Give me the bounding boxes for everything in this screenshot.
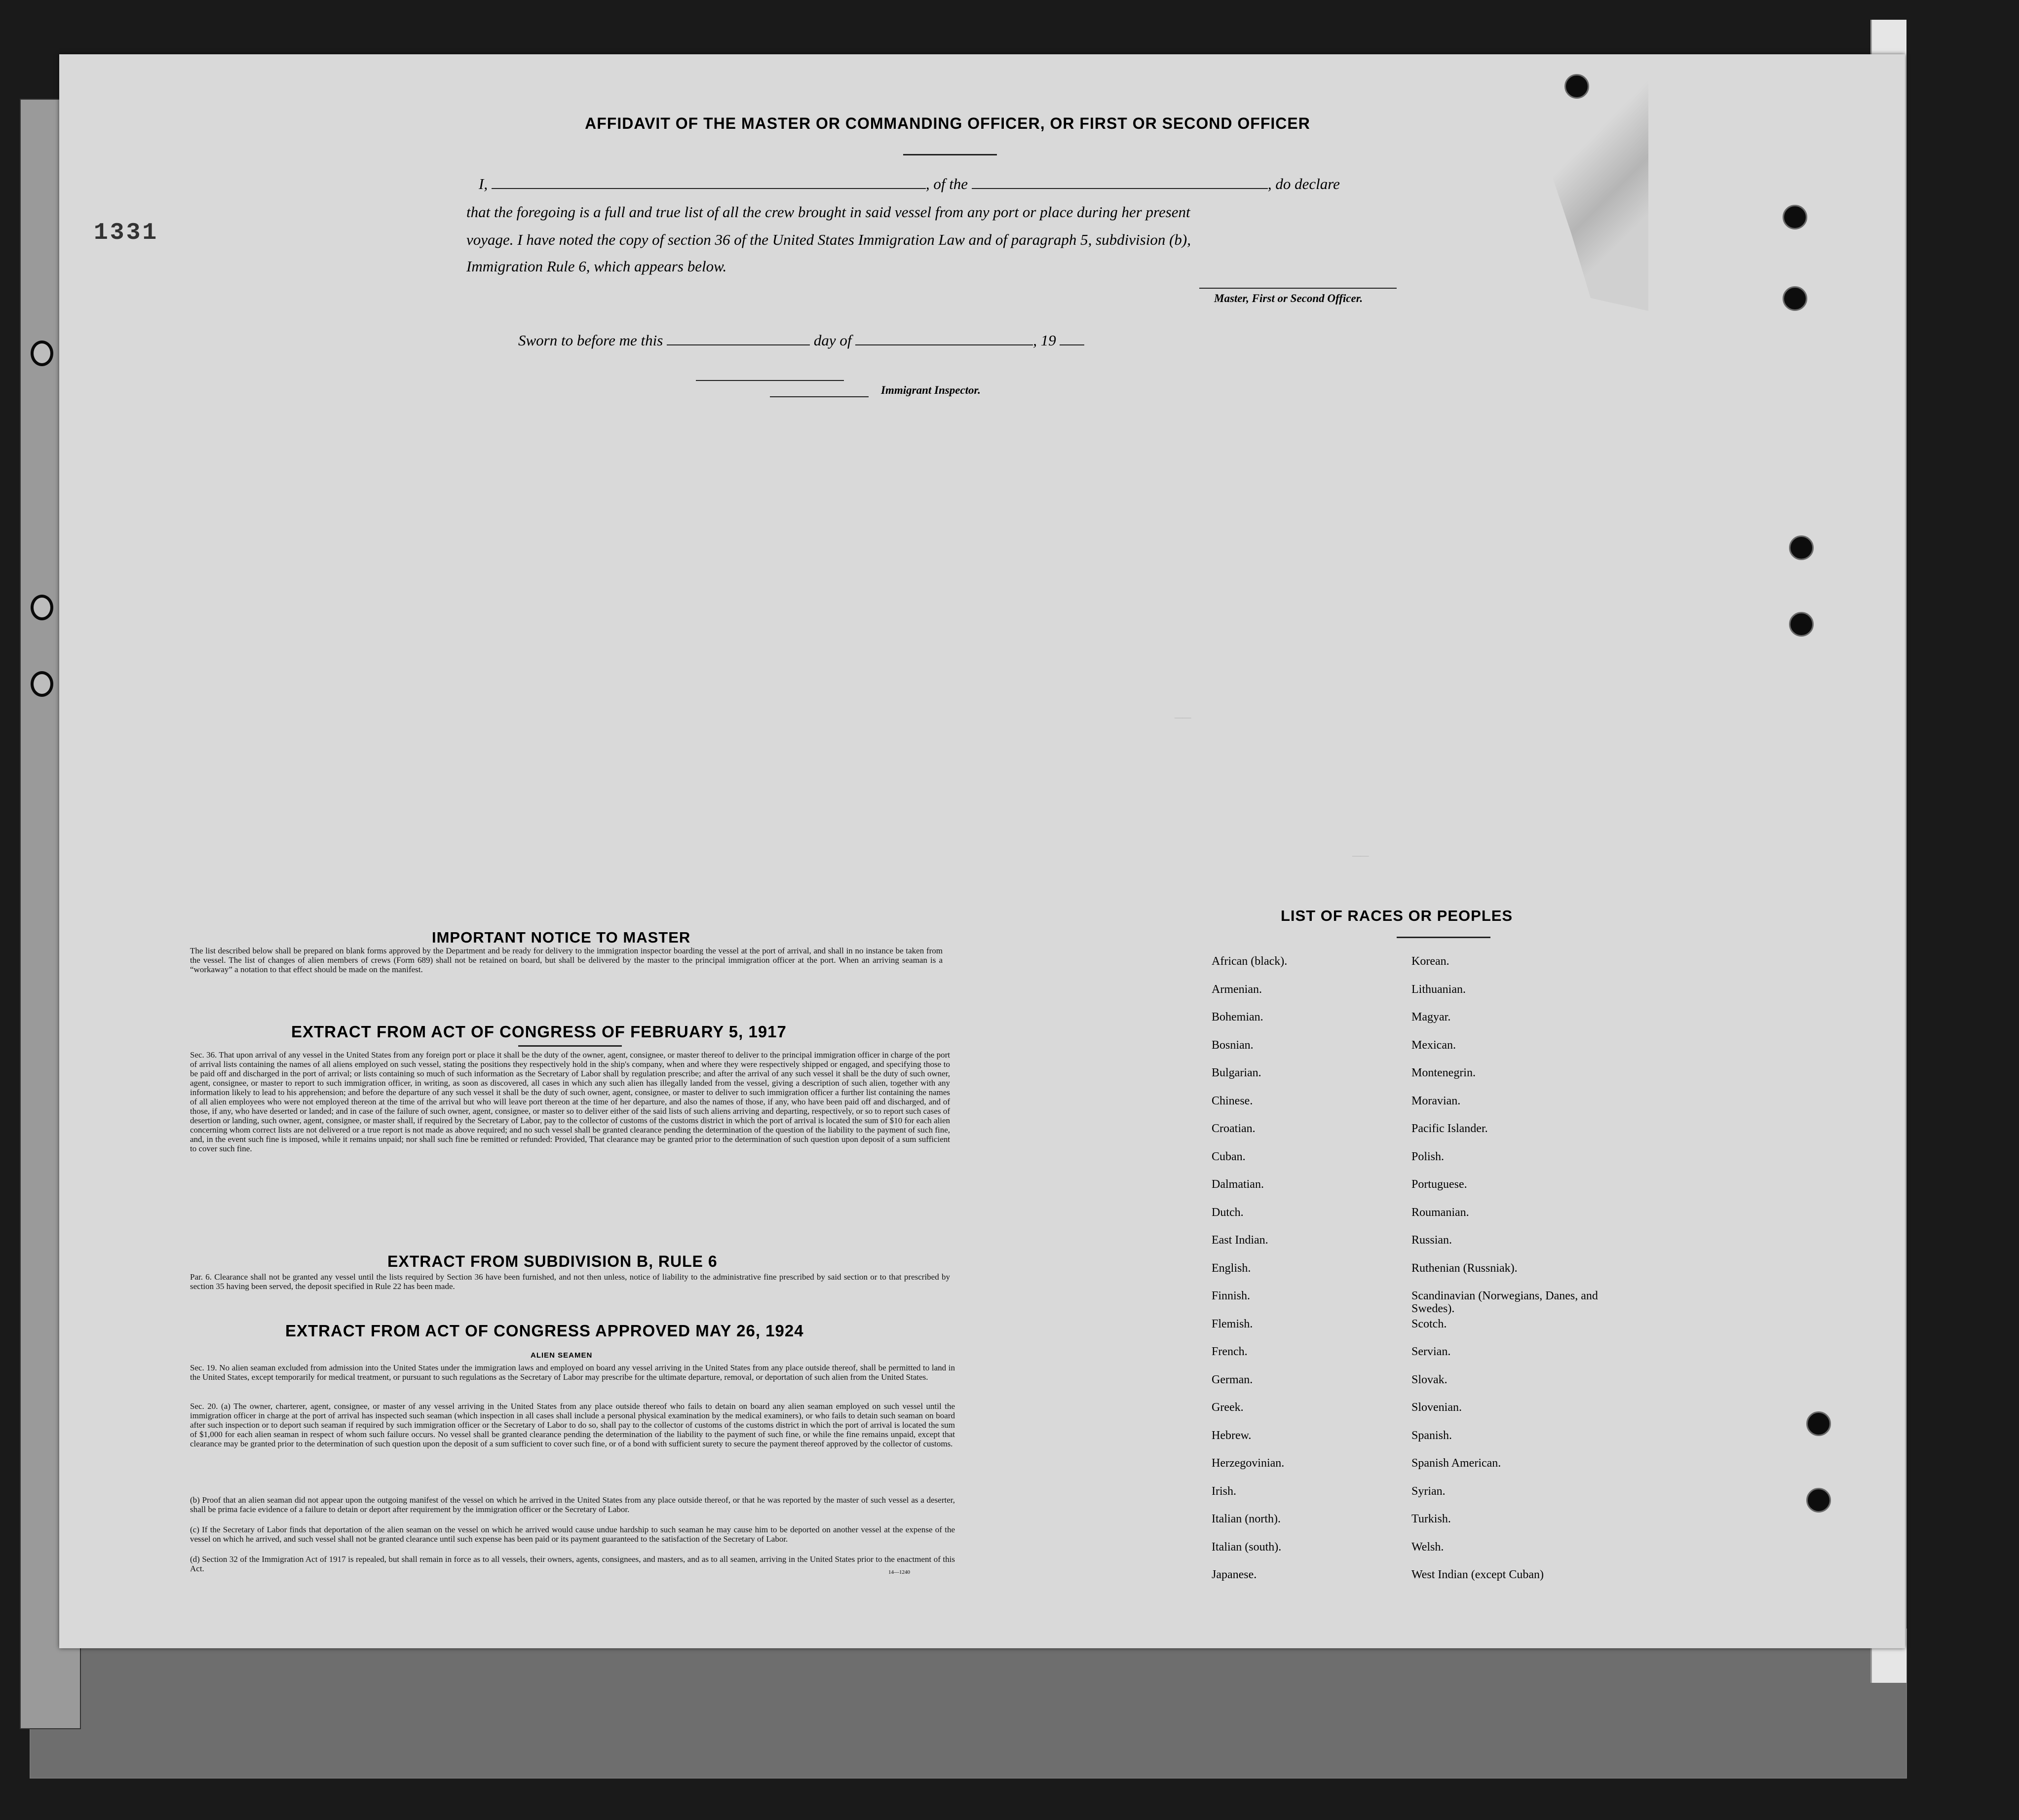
race-item: Spanish. — [1411, 1429, 1452, 1442]
race-item: Dutch. — [1212, 1206, 1244, 1219]
act-1924-sec-20a: Sec. 20. (a) The owner, charterer, agent, consignee, or master of any vessel arriving in the United States from any place outside thereof who fails to detain on board any alien seaman employed on such vessel until the immigration officer in charge at the port of arrival has inspected such seaman (which inspection in all cases shall include a personal physical examination by the medical examiners), or who fails to detain such seaman on board after such inspection or to deport such seaman if required by such immigration officer or the Secretary of Labor to do so, shall pay to the collector of customs of the customs district in which the port of arrival is located the sum of $1,000 for each alien seaman in respect of whom such failure occurs. No vessel shall be granted clearance pending the determination of the liability to the payment of such fine, or while the fine remains unpaid, except that clearance may be granted prior to the determination of such question upon the deposit of a sum sufficient to cover such fine, or of a bond with sufficient surety to secure the payment thereof approved by the collector of customs. — [190, 1402, 955, 1448]
race-item: Servian. — [1411, 1345, 1451, 1358]
notice-text: The list described below shall be prepared on blank forms approved by the Department and be ready for delivery to the immigration inspector boarding the vessel at the port of arrival, and shall in no instance be taken from the vessel. The list of changes of alien members of crews (Form 689) shall not be retained on board, but shall be delivered by the master to the principal immigration officer at the port. When an arriving seaman is a “workaway” a notation to that effect should be made on the manifest. — [190, 946, 943, 974]
race-item: Dalmatian. — [1212, 1178, 1264, 1191]
punch-hole — [1783, 205, 1807, 229]
form-number: 14—1240 — [888, 1569, 910, 1575]
rule-6-title: EXTRACT FROM SUBDIVISION B, RULE 6 — [387, 1252, 718, 1270]
act-1917-rule — [518, 1045, 622, 1047]
race-item: Armenian. — [1212, 983, 1262, 996]
race-item: Hebrew. — [1212, 1429, 1252, 1442]
act-1924-sec-20b: (b) Proof that an alien seaman did not appear upon the outgoing manifest of the vessel on which he arrived in the United States from any place outside thereof, or that he was reported by the master of such vessel as a deserter, shall be prima facie evidence of a failure to detain or deport after requirement by the immigration officer or the Secretary of Labor. — [190, 1495, 955, 1514]
bleed-through-mark: —— — [1175, 711, 1191, 726]
race-item: French. — [1212, 1345, 1248, 1358]
race-item: Moravian. — [1411, 1094, 1461, 1107]
year-label: , 19 — [1033, 332, 1056, 349]
notice-title: IMPORTANT NOTICE TO MASTER — [432, 929, 691, 946]
race-item: Scotch. — [1411, 1317, 1447, 1330]
punch-hole — [1806, 1488, 1831, 1513]
title-rule — [903, 154, 997, 155]
race-item: Slovenian. — [1411, 1401, 1462, 1414]
race-item: Croatian. — [1212, 1122, 1256, 1135]
inspector-signature-line-short[interactable] — [770, 396, 869, 397]
race-item: Chinese. — [1212, 1094, 1253, 1107]
punch-hole — [31, 341, 53, 366]
races-title-rule — [1397, 937, 1490, 938]
race-item: Bohemian. — [1212, 1011, 1263, 1024]
punch-hole — [1806, 1411, 1831, 1436]
affidavit-line-4: Immigration Rule 6, which appears below. — [466, 258, 727, 275]
race-item: Bulgarian. — [1212, 1066, 1261, 1079]
do-declare-label: , do declare — [1267, 175, 1340, 192]
i-label: I, — [479, 175, 488, 192]
race-item: Portuguese. — [1411, 1178, 1467, 1191]
rule-6-text: Par. 6. Clearance shall not be granted any vessel until the lists required by Section 36 have been furnished, and not then unless, notice of liability to the administrative fine prescribed by said section or to that prescribed by section 35 having been served, the deposit specified in Rule 22 has been made. — [190, 1272, 950, 1291]
act-1924-sec-19: Sec. 19. No alien seaman excluded from admission into the United States under the immigration laws and employed on board any vessel arriving in the United States from any place outside thereof, shall be permitted to land in the United States, except temporarily for medical treatment, or pursuant to such regulations as the Secretary of Labor may prescribe for the ultimate departure, removal, or deportation of such alien from the United States. — [190, 1363, 955, 1382]
sworn-year-field[interactable] — [1060, 332, 1084, 345]
punch-hole — [31, 671, 53, 697]
race-item: Scandinavian (Norwegians, Danes, and Swedes). — [1411, 1289, 1598, 1315]
affidavit-line-3: voyage. I have noted the copy of section 36 of the United States Immigration Law and of paragraph 5, subdivision (b), — [466, 231, 1191, 248]
sworn-line — [518, 332, 1084, 349]
race-item: Roumanian. — [1411, 1206, 1469, 1219]
bleed-through-mark: —— — [1352, 849, 1369, 864]
race-item: Polish. — [1411, 1150, 1445, 1163]
master-signature-label: Master, First or Second Officer. — [1214, 292, 1363, 304]
day-of-label: day of — [813, 332, 852, 349]
race-item: Spanish American. — [1411, 1457, 1501, 1470]
race-item: Cuban. — [1212, 1150, 1246, 1163]
race-item: African (black). — [1212, 955, 1288, 968]
race-item: Turkish. — [1411, 1513, 1451, 1525]
race-item: Russian. — [1411, 1234, 1452, 1247]
officer-name-field[interactable] — [492, 175, 926, 189]
race-item: Slovak. — [1411, 1373, 1448, 1386]
affidavit-title: AFFIDAVIT OF THE MASTER OR COMMANDING OFFICER, OR FIRST OR SECOND OFFICER — [585, 114, 1310, 132]
race-item: Irish. — [1212, 1484, 1236, 1498]
affidavit-line-2: that the foregoing is a full and true list of all the crew brought in said vessel from any port or place during her present — [466, 203, 1190, 221]
race-item: Welsh. — [1411, 1540, 1444, 1554]
race-item: Italian (north). — [1212, 1513, 1281, 1525]
act-1917-title: EXTRACT FROM ACT OF CONGRESS OF FEBRUARY 5, 1917 — [291, 1023, 787, 1041]
act-1917-text: Sec. 36. That upon arrival of any vessel in the United States from any foreign port or place it shall be the duty of the owner, agent, consignee, or master thereof to deliver to the principal immigration officer in charge of the port of arrival lists containing the names of all aliens employed on such vessel, stating the positions they respectively hold in the ship's company, when and where they were respectively shipped or engaged, and specifying those to be paid off and discharged in the port of arrival; or lists containing so much of such information as the Secretary of Labor shall by regulation prescribe; and after the arrival of any such vessel it shall be the duty of such owner, agent, consignee, or master to report to such immigration officer, in writing, as soon as discovered, all cases in which any such alien has illegally landed from the vessel, giving a description of such alien, together with any information likely to lead to his apprehension; and before the departure of any such vessel it shall be the duty of such owner, agent, consignee, or master to deliver to such immigration officer a further list containing the names of all alien employees who were not employed thereon at the time of the arrival but who will leave port thereon at the time of her departure, and also the names of those, if any, who have been paid off and discharged, and of those, if any, who have deserted or landed; and in case of the failure of such owner, agent, consignee, or master so to deliver either of the said lists of such aliens arriving and departing, respectively, or so to report such cases of desertion or landing, such owner, agent, consignee, or master shall, if required by the Secretary of Labor, pay to the collector of customs of the customs district in which the port of arrival is located the sum of $10 for each alien concerning whom correct lists are not delivered or a true report is not made as above required; and no such vessel shall be granted clearance pending the determination of the question of the liability to the payment of such fine, and, in the event such fine is imposed, while it remains unpaid; nor shall such fine be remitted or refunded: Provided, That clearance may be granted prior to the determination of such question upon deposit of a sum sufficient to cover such fine. — [190, 1050, 950, 1153]
act-1924-sec-20c: (c) If the Secretary of Labor finds that deportation of the alien seaman on the vessel on which he arrived would cause undue hardship to such seaman he may cause him to be deported on another vessel at the expense of the vessel on which he arrived, and such vessel shall not be granted clearance until such expense has been paid or its payment guaranteed to the satisfaction of the Secretary of Labor. — [190, 1525, 955, 1544]
race-item: Finnish. — [1212, 1289, 1251, 1302]
punch-hole — [31, 595, 53, 620]
inspector-signature-line[interactable] — [696, 380, 844, 381]
underlying-sheet — [30, 1629, 1907, 1779]
punch-hole — [1789, 535, 1814, 560]
race-item: Lithuanian. — [1411, 983, 1466, 996]
act-1924-title: EXTRACT FROM ACT OF CONGRESS APPROVED MAY 26, 1924 — [285, 1322, 804, 1340]
race-item: Bosnian. — [1212, 1038, 1254, 1052]
punch-hole — [1783, 286, 1807, 311]
of-the-label: , of the — [925, 175, 968, 192]
races-left-column — [1212, 955, 1287, 1596]
race-item: West Indian (except Cuban) — [1411, 1568, 1544, 1581]
races-title: LIST OF RACES OR PEOPLES — [1281, 907, 1513, 924]
sworn-month-field[interactable] — [855, 332, 1033, 345]
races-right-column — [1411, 955, 1599, 1596]
race-item: Greek. — [1212, 1401, 1244, 1414]
sworn-label: Sworn to before me this — [518, 332, 663, 349]
inspector-label: Immigrant Inspector. — [881, 384, 981, 396]
sworn-day-field[interactable] — [667, 332, 810, 345]
vessel-name-field[interactable] — [972, 175, 1268, 189]
race-item: Flemish. — [1212, 1317, 1253, 1330]
stamp-number: 1331 — [94, 220, 159, 246]
race-item: Montenegrin. — [1411, 1066, 1476, 1079]
race-item: East Indian. — [1212, 1234, 1268, 1247]
race-item: Japanese. — [1212, 1568, 1257, 1581]
punch-hole — [1564, 74, 1589, 99]
race-item: Mexican. — [1411, 1038, 1456, 1052]
master-signature-line[interactable] — [1199, 288, 1397, 289]
affidavit-declaration-line — [479, 175, 1340, 193]
punch-hole — [1789, 612, 1814, 637]
race-item: Ruthenian (Russniak). — [1411, 1261, 1518, 1275]
race-item: Italian (south). — [1212, 1540, 1282, 1554]
alien-seamen-subtitle: ALIEN SEAMEN — [531, 1351, 593, 1360]
act-1924-sec-20d: (d) Section 32 of the Immigration Act of 1917 is repealed, but shall remain in force as to all vessels, their owners, agents, consignees, and masters, and as to all seamen, arriving in the United States prior to the enactment of this Act. — [190, 1555, 955, 1573]
race-item: Pacific Islander. — [1411, 1122, 1488, 1135]
race-item: German. — [1212, 1373, 1253, 1386]
race-item: Herzegovinian. — [1212, 1457, 1285, 1470]
race-item: English. — [1212, 1261, 1251, 1275]
race-item: Korean. — [1411, 955, 1449, 968]
race-item: Syrian. — [1411, 1484, 1446, 1498]
race-item: Magyar. — [1411, 1011, 1451, 1024]
